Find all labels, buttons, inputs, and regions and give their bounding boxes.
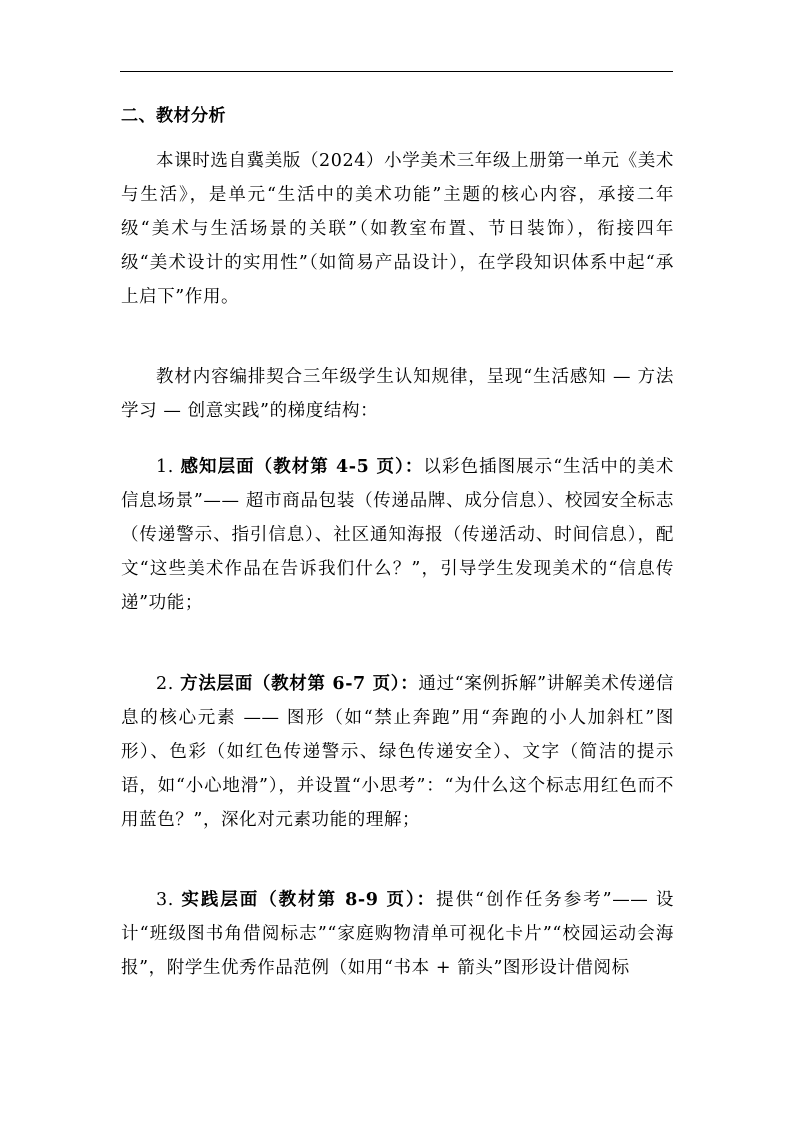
list-item-text: 以彩色插图展示“生活中的美术信息场景”—— 超市商品包装（传递品牌、成分信息）、校园安全标志（传递警示、指引信息）、社区通知海报（传递活动、时间信息），配文“这些美术作品在告诉我们什么？”，引导学生发现美术的“信息传递”功能； [121, 457, 674, 613]
list-item-perception [121, 450, 674, 620]
section-heading: 二、教材分析 [121, 106, 226, 126]
list-item-practice [121, 883, 674, 985]
list-item-number: 3. [156, 890, 182, 910]
header-rule [120, 71, 673, 72]
list-item-number: 2. [156, 674, 181, 694]
structure-paragraph: 教材内容编排契合三年级学生认知规律，呈现“生活感知 — 方法学习 — 创意实践”的梯度结构： [121, 367, 674, 421]
list-item-lead: 方法层面（教材第 6-7 页）： [180, 674, 419, 694]
list-item-text: 提供“创作任务参考”—— 设计“班级图书角借阅标志”“家庭购物清单可视化卡片”“校园运动会海报”，附学生优秀作品范例（如用“书本 + 箭头”图形设计借阅标 [121, 890, 675, 978]
list-item-number: 1. [156, 457, 181, 477]
list-item-text: 通过“案例拆解”讲解美术传递信息的核心元素 —— 图形（如“禁止奔跑”用“奔跑的小人加斜杠”图形）、色彩（如红色传递警示、绿色传递安全）、文字（简洁的提示语，如“小心地滑”），并设置“小思考”：“为什么这个标志用红色而不用蓝色？”，深化对元素功能的理解； [121, 674, 675, 830]
intro-paragraph: 本课时选自冀美版（2024）小学美术三年级上册第一单元《美术与生活》，是单元“生活中的美术功能”主题的核心内容，承接二年级“美术与生活场景的关联”（如教室布置、节日装饰），衔接四年级“美术设计的实用性”（如简易产品设计），在学段知识体系中起“承上启下”作用。 [121, 151, 675, 307]
list-item-lead: 实践层面（教材第 8-9 页）： [181, 890, 437, 910]
list-item-method [121, 667, 674, 837]
list-item-lead: 感知层面（教材第 4-5 页）： [180, 457, 424, 477]
